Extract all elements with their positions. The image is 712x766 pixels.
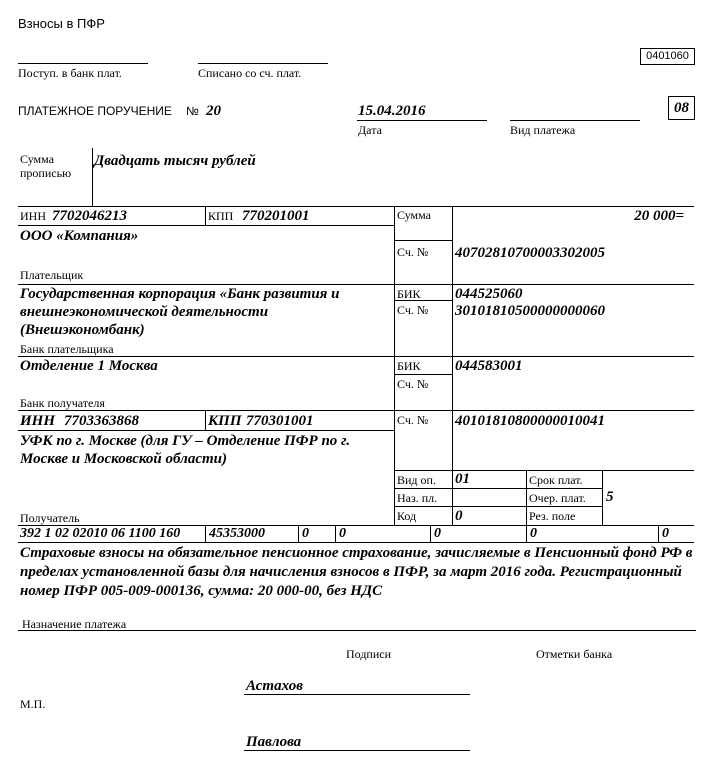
signature-second-line — [244, 750, 470, 751]
op-type-value: 01 — [455, 471, 470, 487]
payer-inn-label: ИНН — [20, 209, 46, 223]
date-line — [357, 120, 487, 121]
order-title: ПЛАТЕЖНОЕ ПОРУЧЕНИЕ — [18, 104, 172, 118]
payee-label: Получатель — [20, 511, 80, 525]
payee-kpp: 770301001 — [246, 413, 314, 429]
tax-divider — [658, 525, 659, 542]
tax-divider — [205, 525, 206, 542]
stamp-label: М.П. — [20, 697, 46, 711]
payer-inn: 7702046213 — [52, 208, 127, 224]
payee-bank-label: Банк получателя — [20, 396, 105, 410]
purpose-code-label: Наз. пл. — [397, 491, 438, 505]
payer-bank-label: Банк плательщика — [20, 342, 114, 356]
payee-name: УФК по г. Москве (для ГУ – Отделение ПФР по г. Москве и Московской области) — [20, 433, 351, 467]
grid-col-details-1 — [526, 470, 527, 525]
payee-account: 40101810800000010041 — [455, 413, 605, 429]
payer-bank-account: 30101810500000000060 — [455, 303, 605, 319]
code-value: 0 — [455, 508, 463, 524]
grid-line-sum — [394, 240, 452, 241]
signatures-label: Подписи — [346, 647, 392, 661]
bank-marks-label: Отметки банка — [536, 647, 613, 661]
term-label: Срок плат. — [529, 473, 583, 487]
payer-label: Плательщик — [20, 268, 84, 282]
tax-divider — [335, 525, 336, 542]
payment-purpose-label: Назначение платежа — [22, 617, 127, 631]
grid-col-values — [452, 206, 453, 525]
payment-purpose-text: Страховые взносы на обязательное пенсионное страхование, зачисляемые в Пенсионный фонд РФ в пределах установленной базы для начисления взносов в ПФР, за март 2016 года. Регистрационный номер ПФР 005-009-000136, сумма: 20 000-00, без НДС — [20, 545, 693, 599]
signature-first-line — [244, 694, 470, 695]
payer-account-label: Сч. № — [397, 245, 429, 259]
grid-col-payee-kpp — [205, 410, 206, 430]
grid-col-kpp — [205, 206, 206, 225]
tax-field-period: 0 — [339, 526, 346, 541]
payer-account: 40702810700003302005 — [455, 245, 605, 261]
tax-field-doc-number: 0 — [434, 526, 441, 541]
payment-type-line — [510, 120, 640, 121]
amount-words-divider — [92, 148, 93, 206]
purpose-bottom-line — [18, 630, 696, 631]
amount-words-value: Двадцать тысяч рублей — [94, 153, 256, 169]
amount-label: Сумма — [397, 208, 431, 222]
grid-line-details-2 — [394, 488, 602, 489]
tax-field-oktmo: 45353000 — [209, 526, 265, 541]
date-label: Дата — [358, 123, 382, 137]
tax-field-type: 0 — [662, 526, 669, 541]
grid-line-details-3 — [394, 506, 602, 507]
grid-line-bik2 — [394, 374, 452, 375]
payer-bank-name: Государственная корпорация «Банк развития и внешнеэкономической деятельности (Внешэкономбанк) — [20, 286, 340, 338]
op-type-label: Вид оп. — [397, 473, 436, 487]
number-sign: № — [186, 104, 199, 118]
written-off-label: Списано со сч. плат. — [198, 66, 302, 80]
tax-divider — [526, 525, 527, 542]
payee-bank-account-label: Сч. № — [397, 377, 429, 391]
priority-label: Очер. плат. — [529, 491, 586, 505]
payer-bank-bik: 044525060 — [455, 286, 523, 302]
reserve-label: Рез. поле — [529, 509, 576, 523]
grid-line-details — [394, 470, 694, 471]
tax-divider — [430, 525, 431, 542]
tax-field-doc-date: 0 — [530, 526, 537, 541]
payee-account-label: Сч. № — [397, 413, 429, 427]
order-date: 15.04.2016 — [358, 103, 426, 119]
payee-inn: 7703363868 — [64, 413, 139, 429]
amount-value: 20 000= — [634, 208, 684, 224]
grid-line-inn — [18, 225, 394, 226]
status-code: 08 — [668, 96, 695, 120]
payer-name: ООО «Компания» — [20, 228, 139, 244]
payee-inn-label: ИНН — [20, 413, 56, 429]
received-label: Поступ. в банк плат. — [18, 66, 122, 80]
grid-col-details-2 — [602, 470, 603, 525]
priority-value: 5 — [606, 489, 614, 505]
amount-words-label: Сумма прописью — [20, 152, 72, 180]
received-date-line — [18, 63, 148, 64]
grid-line-payee-bank — [18, 410, 694, 411]
page-title: Взносы в ПФР — [18, 16, 105, 31]
payer-bank-bik-label: БИК — [397, 287, 421, 301]
payee-kpp-label: КПП — [208, 413, 242, 429]
written-off-date-line — [198, 63, 328, 64]
signature-first: Астахов — [246, 678, 303, 694]
form-code: 0401060 — [640, 48, 695, 65]
grid-col-labels — [394, 206, 395, 525]
payer-kpp-label: КПП — [208, 209, 234, 223]
grid-line-payee-inn — [18, 430, 394, 431]
order-number: 20 — [206, 103, 221, 119]
payment-type-label: Вид платежа — [510, 123, 576, 137]
tax-field-basis: 0 — [302, 526, 309, 541]
payer-bank-account-label: Сч. № — [397, 303, 429, 317]
payee-bank-bik-label: БИК — [397, 359, 421, 373]
tax-divider — [298, 525, 299, 542]
code-label: Код — [397, 509, 417, 523]
payer-kpp: 770201001 — [242, 208, 310, 224]
payee-bank-name: Отделение 1 Москва — [20, 358, 158, 374]
signature-second: Павлова — [246, 734, 302, 750]
payee-bank-bik: 044583001 — [455, 358, 523, 374]
tax-field-kbk: 392 1 02 02010 06 1100 160 — [20, 526, 181, 541]
